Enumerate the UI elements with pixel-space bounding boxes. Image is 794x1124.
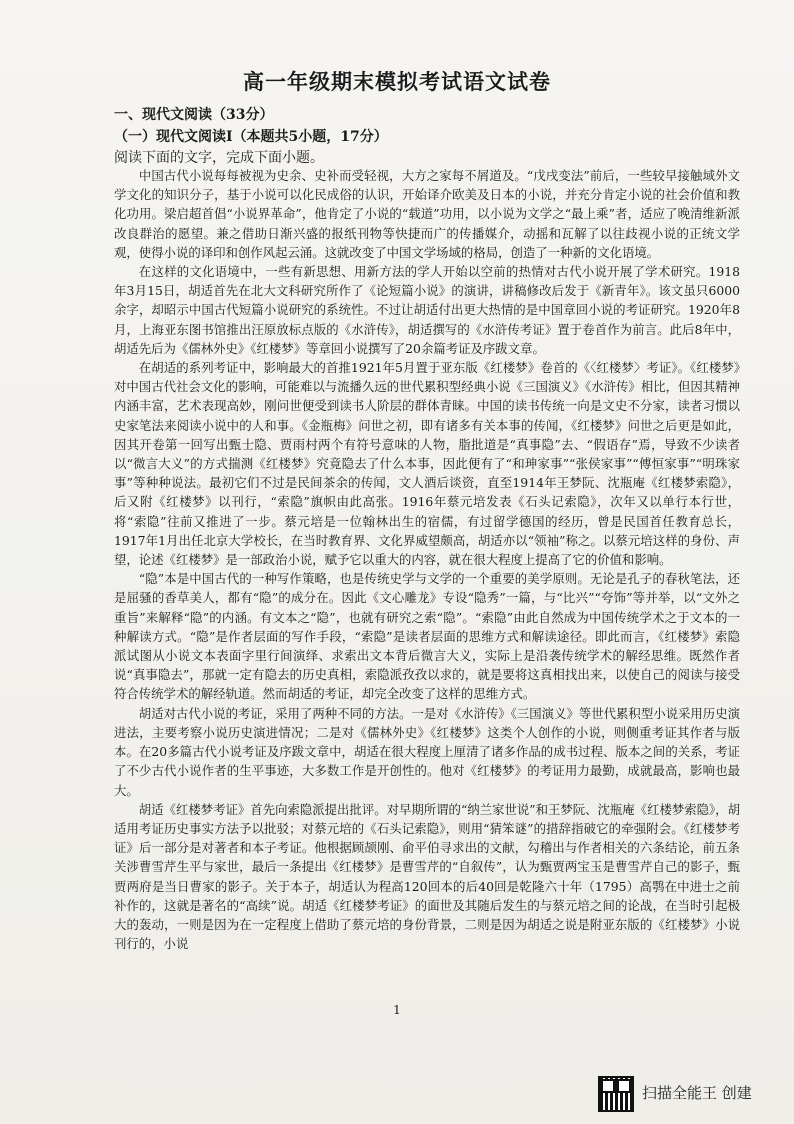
qr-code-icon: [598, 1076, 634, 1112]
paragraph: 在这样的文化语境中，一些有新思想、用新方法的学人开始以空前的热情对古代小说开展了学术研究。1918年3月15日，胡适首先在北大文科研究所作了《论短篇小说》的演讲，讲稿修改后发于《新青年》。该文虽只6000余字，却昭示中国古代短篇小说研究的系统性。不过让胡适付出更大热情的是中国章回小说的考证研究。1920年8月，上海亚东图书馆推出汪原放标点版的《水浒传》，胡适撰写的《水浒传考证》置于卷首作为前言。此后8年中，胡适先后为《儒林外史》《红楼梦》等章回小说撰写了20余篇考证及序跋文章。: [114, 264, 740, 356]
paragraph: 中国古代小说每每被视为史余、史补而受轻视，大方之家每不屑道及。“戊戌变法”前后，一些较早接触域外文学文化的知识分子，基于小说可以化民成俗的认识，开始译介欧美及日本的小说，并充分肯定小说的社会价值和教化功用。梁启超首倡“小说界革命”，他肯定了小说的“载道”功用，以小说为文学之“最上乘”者，适应了晚清维新派改良群治的愿望。兼之借助日渐兴盛的报纸刊物等快捷而广的传播媒介，动摇和瓦解了以往歧视小说的正统文学观，使得小说的译印和创作风起云涌。这就改变了中国文学场域的格局，创造了一种新的文化语境。: [114, 168, 740, 260]
paragraph: 胡适《红楼梦考证》首先向索隐派提出批评。对早期所谓的“纳兰家世说”和王梦阮、沈瓶庵《红楼梦索隐》，胡适用考证历史事实方法予以批驳；对蔡元培的《石头记索隐》，则用“猜笨谜”的措辞指破它的牵强附会。《红楼梦考证》后一部分是对著者和本子考证。他根据顾颉刚、俞平伯寻求出的文献，勾稽出与作者相关的六条结论，前五条关涉曹雪芹生平与家世，最后一条提出《红楼梦》是曹雪芹的“自叙传”，认为甄贾两宝玉是曹雪芹自己的影子，甄贾两府是当日曹家的影子。关于本子，胡适认为程高120回本的后40回是乾隆六十年（1795）高鹗在中进士之前补作的，这就是著名的“高续”说。胡适《红楼梦考证》的面世及其随后发生的与蔡元培之间的论战，在当时引起极大的轰动，一则是因为在一定程度上借助了蔡元培的身份背景，二则是因为胡适之说是附亚东版的《红楼梦》小说刊行的，小说: [114, 801, 740, 952]
paragraph: “隐”本是中国古代的一种写作策略，也是传统史学与文学的一个重要的美学原则。无论是孔子的春秋笔法，还是屈骚的香草美人，都有“隐”的成分在。因此《文心雕龙》专设“隐秀”一篇，与“比兴”“夸饰”等并举，以“文外之重旨”来解释“隐”的内涵。有文本之“隐”，也就有研究之索“隐”。“索隐”由此自然成为中国传统学术之于文本的一种解读方式。“隐”是作者层面的写作手段，“索隐”是读者层面的思维方式和解读途径。即此而言，《红楼梦》索隐派试图从小说文本表面字里行间演绎、求索出文本背后微言大义，实际上是沿袭传统学术的解经思维。既然作者说“真事隐去”，那就一定有隐去的历史真相，索隐派孜孜以求的，就是要将这真相找出来，以使自己的阅读与接受符合传统学术的解经轨道。然而胡适的考证，却完全改变了这样的思维方式。: [114, 571, 740, 702]
paragraph: 在胡适的系列考证中，影响最大的首推1921年5月置于亚东版《红楼梦》卷首的《〈红楼梦〉考证》。《红楼梦》对中国古代社会文化的影响，可能难以与流播久远的世代累积型经典小说《三国演义》《水浒传》相比，但因其精神内涵丰富，艺术表现高妙，刚问世便受到读书人阶层的群体青睐。中国的读书传统一向是文史不分家，读者习惯以史家笔法来阅读小说中的人和事。《金瓶梅》问世之初，即有诸多有关本事的传闻，《红楼梦》问世之后更是如此，因其开卷第一回写出甄士隐、贾雨村两个有符号意味的人物，脂批道是“真事隐”去、“假语存”焉，导致不少读者以“微言大义”的方式揣测《红楼梦》究竟隐去了什么本事，因此便有了“和珅家事”“张侯家事”“傅恒家事”“明珠家事”等种种说法。最初它们不过是民间茶余的传闻，文人酒后谈资，直至1914年王梦阮、沈瓶庵《红楼梦索隐》，后又附《红楼梦》以刊行，“索隐”旗帜由此高张。1916年蔡元培发表《石头记索隐》，次年又以单行本行世，将“索隐”往前又推进了一步。蔡元培是一位翰林出生的宿儒，有过留学德国的经历，曾是民国首任教育总长，1917年1月出任北京大学校长，在当时教育界、文化界威望颇高，胡适亦以“领袖”称之。以蔡元培这样的身份、声望，论述《红楼梦》是一部政治小说，赋予它以重大的内容，就在很大程度上提高了它的价值和影响。: [114, 360, 740, 568]
scanner-watermark: 扫描全能王 创建: [642, 1084, 752, 1102]
paragraph: 胡适对古代小说的考证，采用了两种不同的方法。一是对《水浒传》《三国演义》等世代累积型小说采用历史演进法，主要考察小说历史演进情况；二是对《儒林外史》《红楼梦》这类个人创作的小说，则侧重考证其作者与版本。在20多篇古代小说考证及序跋文章中，胡适在很大程度上厘清了诸多作品的成书过程、版本之间的关系，考证了不少古代小说作者的生平事迹，大多数工作是开创性的。他对《红楼梦》的考证用力最勤，成就最高，影响也最大。: [114, 705, 740, 798]
page-title: 高一年级期末模拟考试语文试卷: [243, 69, 551, 94]
instruction-text: 阅读下面的文字，完成下面小题。: [114, 150, 324, 166]
section-heading: 一、现代文阅读（33分）: [114, 107, 274, 123]
page-number: 1: [393, 1003, 401, 1017]
reading-passage: [114, 166, 740, 988]
subsection-heading: （一）现代文阅读Ⅰ（本题共5小题，17分）: [114, 129, 388, 145]
